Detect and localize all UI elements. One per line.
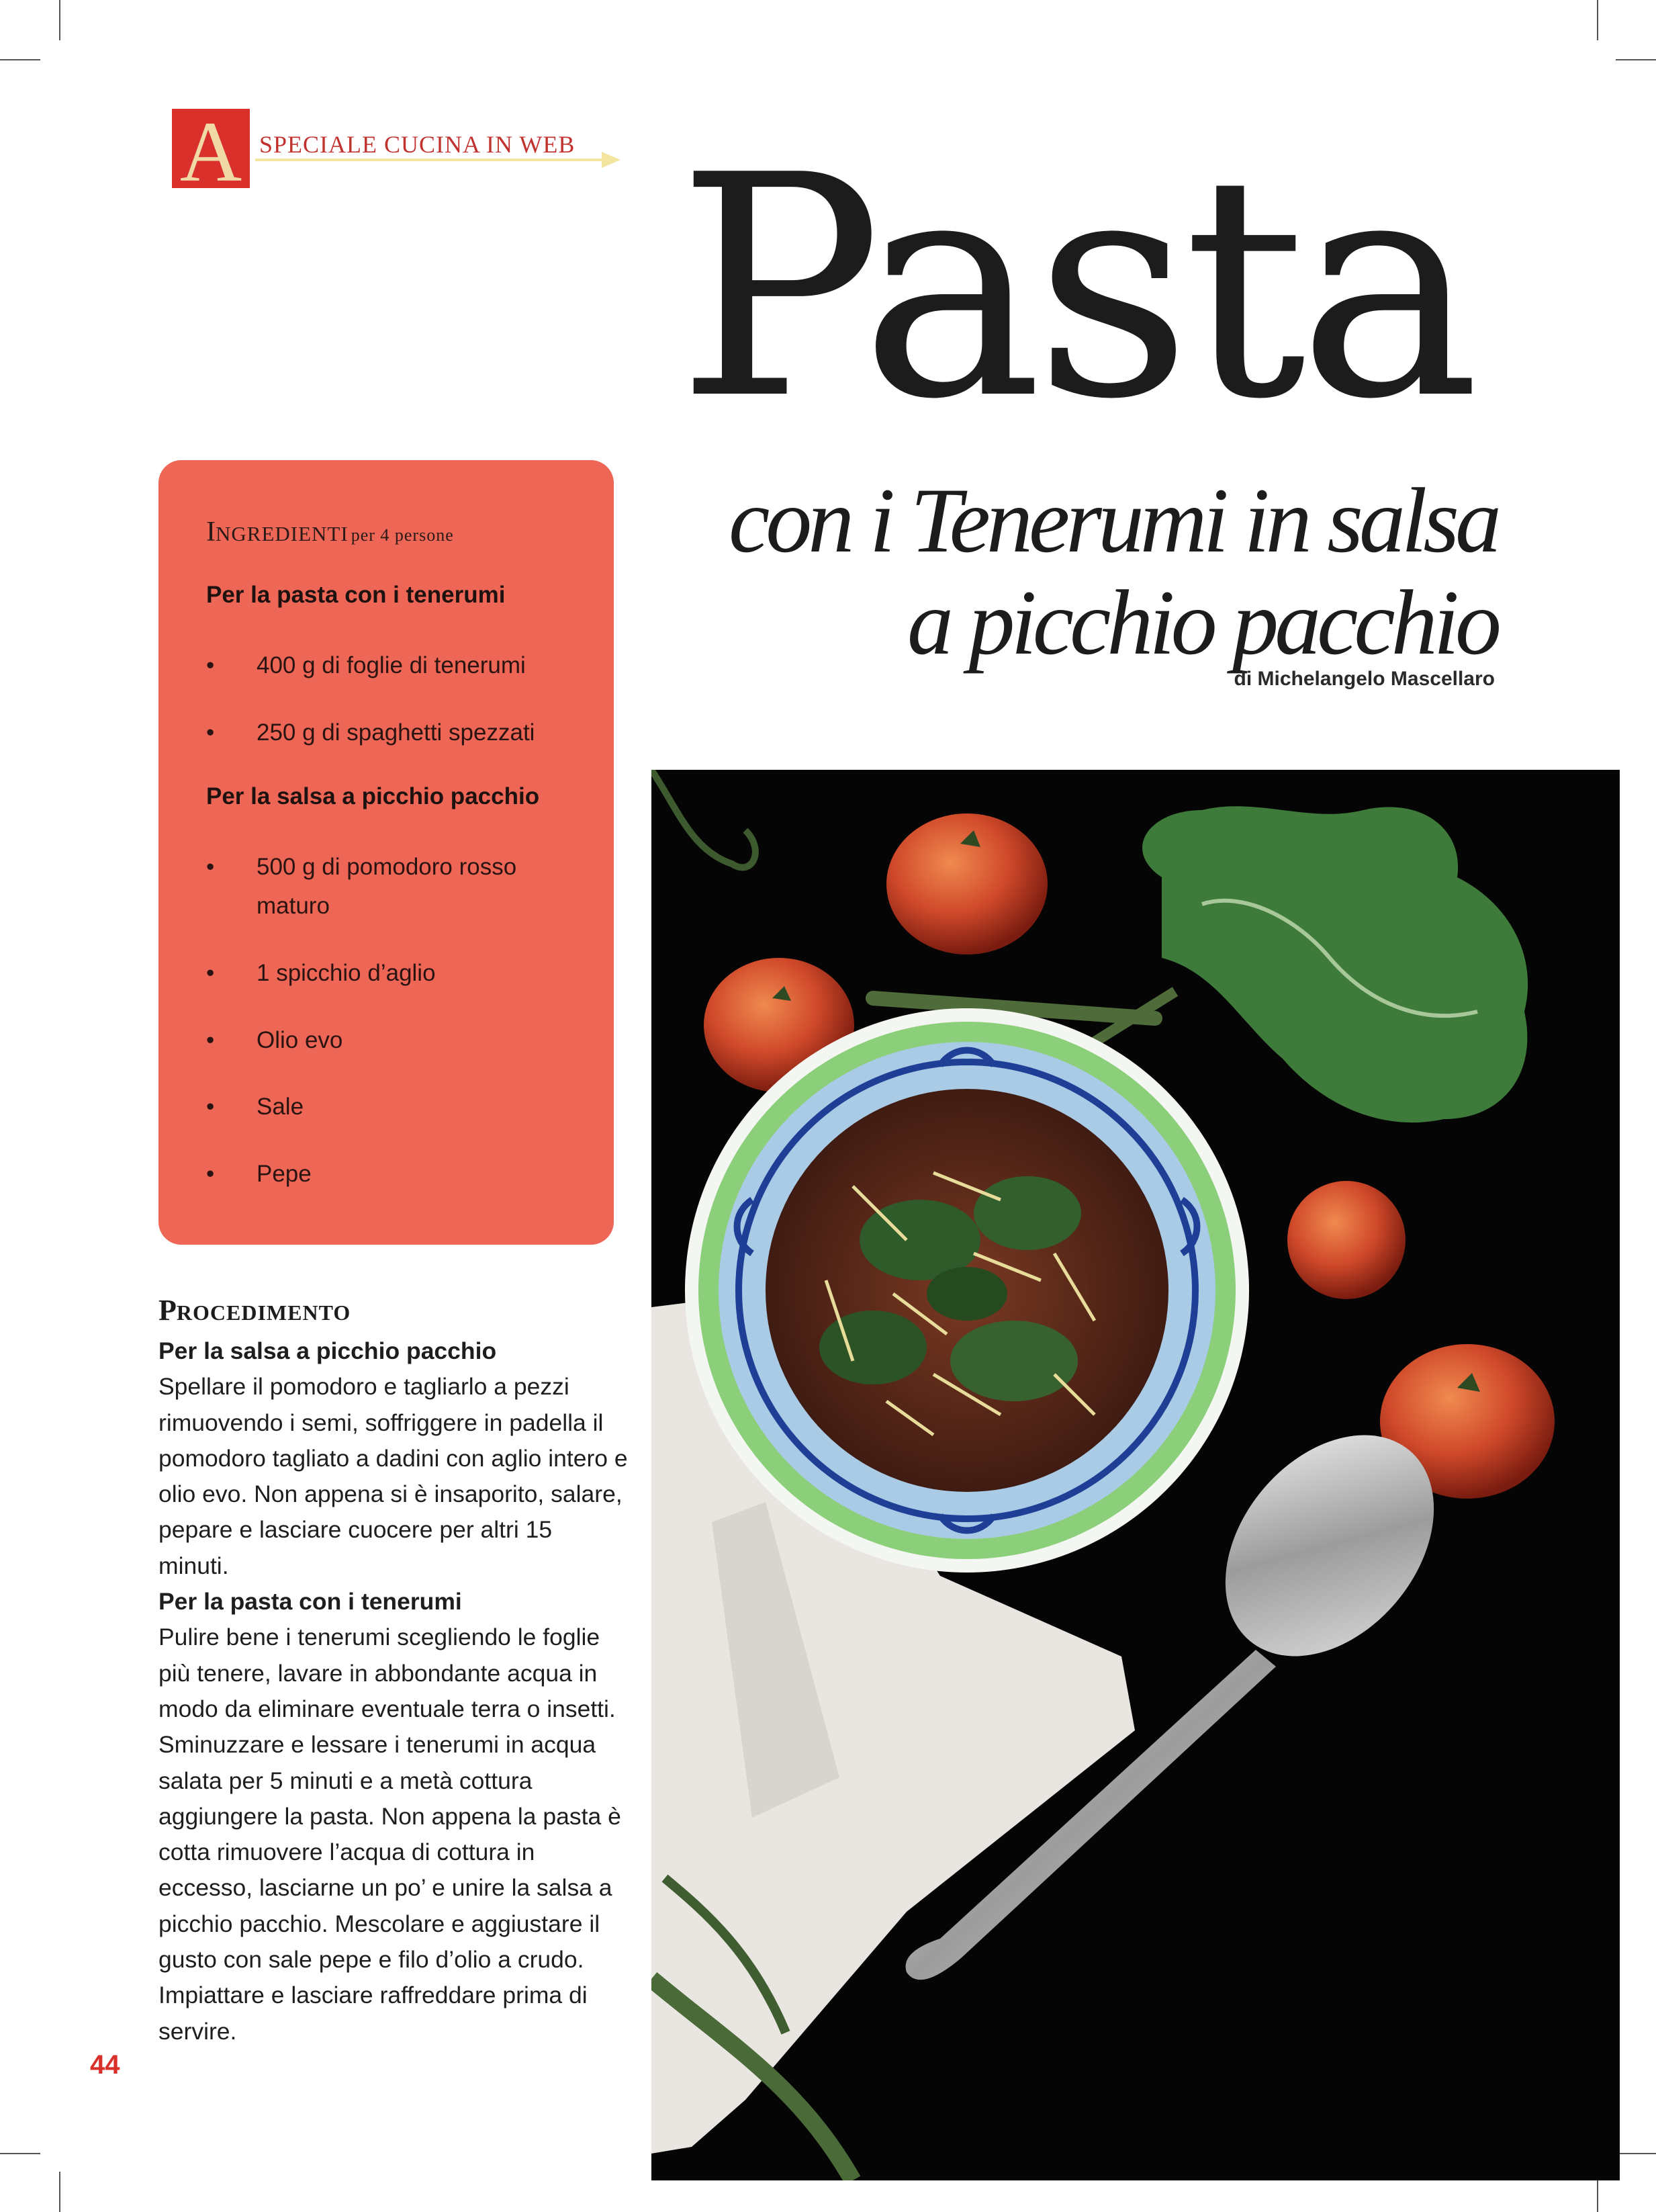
crop-mark: [59, 0, 60, 40]
procedure-step-text: Pulire bene i tenerumi scegliendo le foglie più tenere, lavare in abbondante acqua in modo da eliminare eventuale terra o insetti. Sminuzzare e lessare i tenerumi in acqua salata per 5 minuti e a metà cottura aggiungere la pasta. Non appena la pasta è cotta rimuovere l’acqua di cottura in eccesso, lasciarne un po’ e unire la salsa a picchio pacchio. Mescolare e aggiustare il gusto con sale pepe e filo d’olio a crudo. Impiattare e lasciare raffreddare prima di servire.: [158, 1624, 621, 2045]
section-label: SPECIALE CUCINA IN WEB: [259, 131, 576, 158]
ingredient-text: 250 g di spaghetti spezzati: [257, 719, 535, 746]
crop-mark: [59, 2172, 60, 2212]
crop-mark: [1616, 59, 1656, 60]
bullet: •: [206, 1094, 215, 1120]
bullet: •: [206, 719, 215, 746]
bullet: •: [206, 652, 215, 678]
ingredients-heading: [206, 516, 454, 548]
crop-mark: [0, 59, 40, 60]
bullet: •: [206, 854, 215, 880]
page-title: Pasta: [676, 111, 1473, 466]
procedure-heading-initial: P: [158, 1294, 177, 1327]
ingredients-group-title: Per la pasta con i tenerumi: [206, 582, 506, 608]
author-byline: di Michelangelo Mascellaro: [1234, 668, 1495, 690]
ingredient-text: 500 g di pomodoro rosso maturo: [257, 854, 517, 919]
bullet: •: [206, 1027, 215, 1053]
procedure-step-text: Spellare il pomodoro e tagliarlo a pezzi rimuovendo i semi, soffriggere in padella il pomodoro tagliato a dadini con aglio intero e olio evo. Non appena si è insaporito, salare, pepare e lasciare cuocere per altri 15 minuti.: [158, 1373, 628, 1579]
magazine-logo: [172, 104, 250, 200]
dish-photo: [651, 770, 1620, 2180]
procedure-step-title: Per la salsa a picchio pacchio: [158, 1337, 497, 1364]
ingredient-text: Sale: [257, 1094, 304, 1120]
page-number: 44: [90, 2050, 120, 2080]
procedure-heading: [158, 1293, 351, 1327]
bullet: •: [206, 1161, 215, 1187]
crop-mark: [1597, 0, 1598, 40]
ingredients-group-title: Per la salsa a picchio pacchio: [206, 783, 540, 809]
ingredient-text: Olio evo: [257, 1027, 343, 1053]
section-underline: [255, 159, 604, 161]
crop-mark: [0, 2153, 40, 2154]
ingredients-heading-rest: NGREDIENTI: [216, 522, 349, 545]
ingredients-heading-initial: I: [206, 517, 216, 547]
page-subtitle-line1: con i Tenerumi in salsa: [729, 469, 1498, 572]
ingredient-text: Pepe: [257, 1161, 312, 1187]
procedure-step-title: Per la pasta con i tenerumi: [158, 1588, 462, 1616]
logo-letter: A: [179, 104, 242, 200]
ingredient-text: 1 spicchio d’aglio: [257, 960, 436, 986]
page-subtitle-line2: a picchio pacchio: [907, 571, 1498, 674]
procedure-body: [158, 1333, 629, 2049]
section-arrow-icon: [602, 152, 620, 168]
ingredients-heading-servings: per 4 persone: [351, 525, 454, 545]
tomato: [886, 813, 1048, 955]
procedure-heading-rest: ROCEDIMENTO: [176, 1300, 351, 1325]
tomato: [1287, 1181, 1406, 1299]
bullet: •: [206, 960, 215, 986]
ingredient-text: 400 g di foglie di tenerumi: [257, 652, 526, 678]
crop-mark: [1616, 2153, 1656, 2154]
